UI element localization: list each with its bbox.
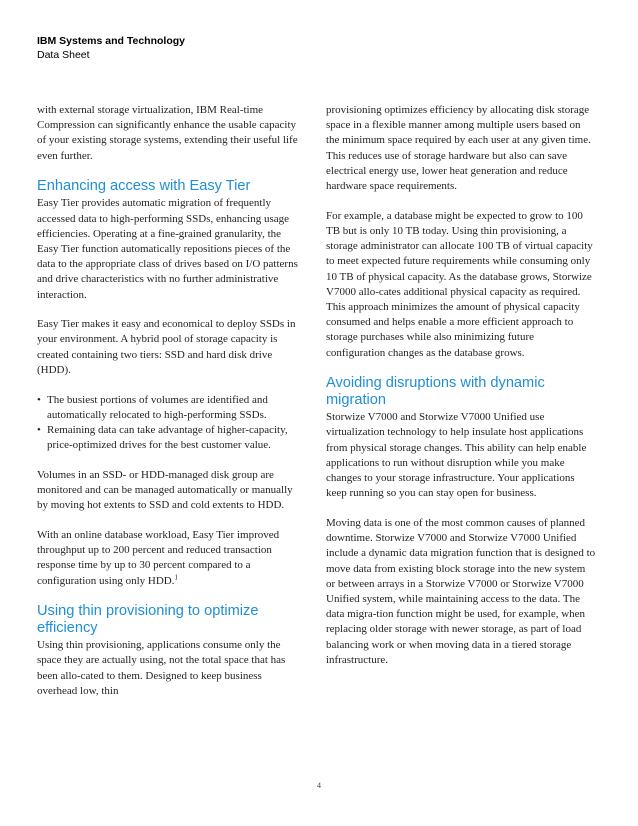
- migration-paragraph-1: Storwize V7000 and Storwize V7000 Unified use virtualization technology to help insulate host applications from physical storage changes. This ability can help enable applications to run without disruption while you make changes to your storage infrastructure. Your applications keep running so you can stay open for business.: [326, 411, 587, 500]
- thin-provisioning-paragraph-1: Using thin provisioning, applications consume only the space they are actually using, not the total space that has been allo-cated to them. Designed to keep business overhead low, thin: [37, 639, 286, 697]
- heading-easy-tier: Enhancing access with Easy Tier: [37, 178, 251, 195]
- thin-provisioning-paragraph-2: provisioning optimizes efficiency by allocating disk storage space in a flexible manner among multiple users based on the minimum space required by each user at any given time. This reduces use of storage hardware but also can save electrical energy use, lower heat generation and reduce hardware space requirements.: [326, 104, 591, 193]
- thin-provisioning-paragraph-3: For example, a database might be expected to grow to 100 TB but is only 10 TB today. Using thin provisioning, a storage administrator can allocate 100 TB of virtual capacity to meet expected future requirements while consuming only 10 TB of physical capacity. As the database grows, Storwize V7000 allo-cates additional physical capacity as required. This approach minimizes the amount of physical capacity consumed and helps enable a more efficient approach to storage purchases while also minimizing future configuration changes as the database grows.: [326, 209, 593, 359]
- header-doc-type: Data Sheet: [37, 49, 90, 61]
- easy-tier-paragraph-4-text: With an online database workload, Easy Tier improved throughput up to 200 percent and reduced transaction response time by up to 30 percent compared to a configuration using only HDD.: [37, 528, 280, 587]
- bullet-item: • Remaining data can take advantage of higher-capacity, price-optimized drives for the best customer value.: [37, 423, 301, 453]
- easy-tier-paragraph-3: Volumes in an SSD- or HDD-managed disk group are monitored and can be managed automatically or manually by moving hot extents to SSD and cold extents to HDD.: [37, 468, 293, 512]
- easy-tier-paragraph-1: Easy Tier provides automatic migration of frequently accessed data to high-performing SSDs, enhancing usage efficiencies. Operating at a fine-grained granularity, the Easy Tier function automatically repositions pieces of the data to the appropriate class of drives based on I/O patterns and drive characteristics with no further administrative interaction.: [37, 197, 298, 301]
- left-column: [37, 103, 301, 714]
- heading-dynamic-migration: Avoiding disruptions with dynamic migration: [326, 375, 545, 409]
- intro-paragraph: with external storage virtualization, IBM Real-time Compression can significantly enhance the usable capacity of your existing storage systems, extending their useful life even further.: [37, 104, 298, 162]
- easy-tier-paragraph-2: Easy Tier makes it easy and economical to deploy SSDs in your environment. A hybrid pool of storage capacity is created containing two tiers: SSD and hard disk drive (HDD).: [37, 318, 296, 376]
- right-column: [326, 103, 596, 683]
- easy-tier-bullet-list: [37, 393, 301, 454]
- page-header: [37, 34, 185, 62]
- header-brand: IBM Systems and Technology: [37, 35, 185, 47]
- easy-tier-paragraph-4: [37, 528, 301, 589]
- migration-paragraph-2: Moving data is one of the most common causes of planned downtime. Storwize V7000 and Storwize V7000 Unified include a dynamic data migration function that is designed to move data from existing block storage into the new system or between arrays in a Storwize V7000 or Storwize V7000 Unified system, while maintaining access to the data. The data migra-tion function might be used, for example, when replacing older storage with newer storage, as part of load balancing work or when moving data in a tiered storage infrastructure.: [326, 516, 596, 666]
- heading-thin-provisioning: Using thin provisioning to optimize efficiency: [37, 603, 259, 637]
- page-number: 4: [317, 781, 321, 790]
- footnote-marker: 1: [174, 572, 178, 581]
- bullet-item: • The busiest portions of volumes are identified and automatically relocated to high-performing SSDs.: [37, 393, 301, 423]
